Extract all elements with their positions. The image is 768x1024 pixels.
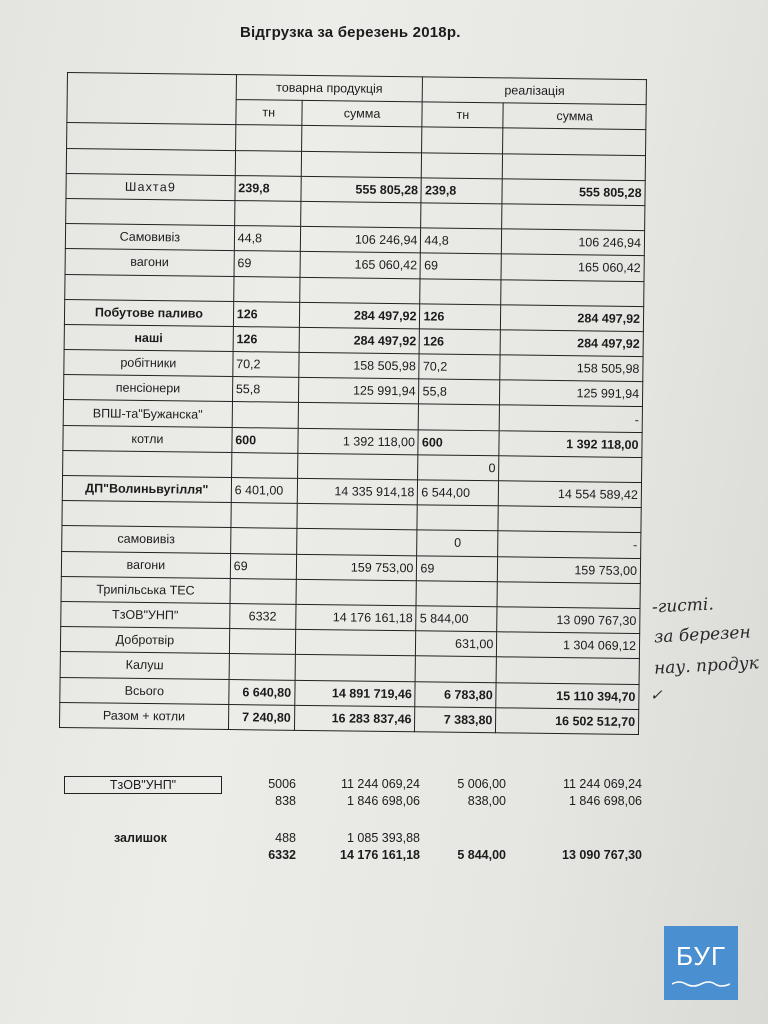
row-tn2 bbox=[419, 404, 500, 430]
row-tn1 bbox=[235, 125, 301, 151]
row-sum1: 14 176 161,18 bbox=[295, 604, 416, 631]
summary-line-1 bbox=[60, 777, 660, 795]
row-tn2: 0 bbox=[418, 455, 499, 481]
summary-tn1: 6332 bbox=[268, 848, 296, 862]
row-sum2: - bbox=[498, 531, 641, 558]
row-name: робітники bbox=[64, 350, 233, 377]
summary-company-box: ТзОВ"УНП" bbox=[64, 776, 222, 794]
row-tn2: 6 783,80 bbox=[415, 681, 496, 707]
row-tn1 bbox=[231, 452, 297, 478]
row-sum2: 106 246,94 bbox=[502, 229, 645, 256]
row-sum1: 284 497,92 bbox=[299, 327, 420, 354]
row-tn1: 126 bbox=[233, 326, 299, 352]
row-sum2: 1 304 069,12 bbox=[497, 632, 640, 659]
row-sum1: 106 246,94 bbox=[300, 226, 421, 253]
row-sum2: 555 805,28 bbox=[502, 179, 645, 206]
row-name: пенсіонери bbox=[63, 375, 232, 402]
row-tn2: 6 544,00 bbox=[418, 480, 499, 506]
handwritten-note-line2: за березен bbox=[653, 622, 752, 648]
row-tn1: 6332 bbox=[229, 603, 295, 629]
row-tn1 bbox=[231, 503, 297, 529]
row-tn1: 600 bbox=[232, 427, 298, 453]
row-sum2: 284 497,92 bbox=[501, 305, 644, 332]
row-sum2: 125 991,94 bbox=[500, 380, 643, 407]
row-name: Побутове паливо bbox=[64, 299, 233, 326]
row-tn1: 6 401,00 bbox=[231, 478, 297, 504]
row-sum1: 125 991,94 bbox=[298, 378, 419, 405]
row-sum2 bbox=[503, 153, 646, 180]
summary-sum1: 1 085 393,88 bbox=[347, 831, 420, 845]
row-tn2: 0 bbox=[417, 530, 498, 556]
row-tn1 bbox=[234, 200, 300, 226]
summary-sum2: 13 090 767,30 bbox=[562, 848, 642, 862]
row-name: Всього bbox=[60, 677, 229, 704]
row-sum1: 555 805,28 bbox=[301, 176, 422, 203]
row-sum2 bbox=[503, 128, 646, 155]
summary-tn1: 5006 bbox=[268, 777, 296, 791]
row-sum1: 165 060,42 bbox=[300, 252, 421, 279]
row-tn1: 6 640,80 bbox=[229, 679, 295, 705]
row-name: ДП"Волиньвугілля" bbox=[62, 475, 231, 502]
row-name: вагони bbox=[61, 551, 230, 578]
row-sum2: 14 554 589,42 bbox=[499, 481, 642, 508]
row-sum2: 165 060,42 bbox=[501, 254, 644, 281]
row-name: Самовивіз bbox=[65, 224, 234, 251]
row-tn2: 5 844,00 bbox=[416, 606, 497, 632]
row-tn1 bbox=[235, 150, 301, 176]
header-sum-2: сумма bbox=[503, 103, 646, 130]
row-name: наші bbox=[64, 324, 233, 351]
row-tn2: 126 bbox=[420, 329, 501, 355]
row-sum1 bbox=[301, 126, 422, 153]
row-tn2: 55,8 bbox=[419, 379, 500, 405]
row-tn2 bbox=[421, 203, 502, 229]
wave-icon bbox=[672, 980, 730, 988]
page-title: Відгрузка за березень 2018р. bbox=[240, 24, 461, 41]
row-tn1: 69 bbox=[234, 251, 300, 277]
row-tn2: 631,00 bbox=[416, 631, 497, 657]
summary-tn2: 838,00 bbox=[467, 794, 506, 808]
row-tn2 bbox=[416, 581, 497, 607]
header-row-groups bbox=[67, 73, 646, 105]
row-name: котли bbox=[63, 425, 232, 452]
row-name bbox=[65, 274, 234, 301]
header-commodity-output: товарна продукція bbox=[236, 75, 423, 102]
summary-sum2: 1 846 698,06 bbox=[569, 794, 642, 808]
row-sum1: 14 891 719,46 bbox=[294, 680, 415, 707]
row-sum2: - bbox=[499, 405, 642, 432]
summary-total-line bbox=[60, 848, 660, 866]
row-sum2: 284 497,92 bbox=[500, 330, 643, 357]
row-name bbox=[67, 123, 236, 150]
row-sum1: 1 392 118,00 bbox=[298, 428, 419, 455]
row-tn1: 7 240,80 bbox=[228, 704, 294, 730]
row-sum2: 159 753,00 bbox=[498, 556, 641, 583]
row-tn2: 239,8 bbox=[421, 178, 502, 204]
summary-sum1: 14 176 161,18 bbox=[340, 848, 420, 862]
row-tn1: 126 bbox=[233, 301, 299, 327]
handwritten-note-line1: -гисті. bbox=[651, 594, 715, 618]
row-name: Трипільська ТЕС bbox=[61, 576, 230, 603]
row-sum2 bbox=[501, 279, 644, 306]
row-sum1 bbox=[295, 655, 416, 682]
bug-logo bbox=[664, 926, 738, 1000]
row-sum1 bbox=[300, 201, 421, 228]
row-name bbox=[66, 198, 235, 225]
header-tn-2: тн bbox=[422, 102, 503, 128]
row-sum1 bbox=[295, 629, 416, 656]
row-tn1 bbox=[229, 654, 295, 680]
shipment-table bbox=[59, 72, 647, 735]
row-tn2 bbox=[420, 278, 501, 304]
row-sum1 bbox=[299, 277, 420, 304]
row-tn1: 44,8 bbox=[234, 226, 300, 252]
row-name bbox=[66, 148, 235, 175]
row-tn1: 55,8 bbox=[232, 377, 298, 403]
row-name bbox=[62, 501, 231, 528]
row-name: Разом + котли bbox=[59, 702, 228, 729]
header-sum-1: сумма bbox=[302, 101, 423, 128]
row-tn2 bbox=[422, 127, 503, 153]
row-tn2: 69 bbox=[417, 555, 498, 581]
row-name: ВПШ-та"Бужанска" bbox=[63, 400, 232, 427]
row-tn2: 69 bbox=[420, 253, 501, 279]
row-name: вагони bbox=[65, 249, 234, 276]
logo-text: БУГ bbox=[675, 941, 727, 971]
row-sum1 bbox=[297, 504, 418, 531]
summary-remainder-line bbox=[60, 831, 660, 849]
summary-tn1: 488 bbox=[275, 831, 296, 845]
row-tn2: 44,8 bbox=[421, 228, 502, 254]
row-name: ТзОВ"УНП" bbox=[61, 601, 230, 628]
row-sum2 bbox=[499, 456, 642, 483]
row-tn2: 7 383,80 bbox=[415, 706, 496, 732]
row-tn1: 239,8 bbox=[235, 175, 301, 201]
row-tn2: 600 bbox=[418, 429, 499, 455]
row-tn1 bbox=[233, 276, 299, 302]
header-sales: реалізація bbox=[423, 77, 647, 105]
row-sum2: 13 090 767,30 bbox=[497, 607, 640, 634]
row-sum1 bbox=[296, 529, 417, 556]
header-blank bbox=[67, 73, 236, 125]
row-sum1: 158 505,98 bbox=[298, 352, 419, 379]
row-tn1: 70,2 bbox=[233, 352, 299, 378]
row-sum1: 159 753,00 bbox=[296, 554, 417, 581]
summary-line-2 bbox=[60, 794, 660, 812]
row-sum1 bbox=[298, 403, 419, 430]
handwritten-note-line3: нау. продук bbox=[653, 653, 760, 679]
remainder-label: залишок bbox=[114, 831, 167, 845]
summary-sum1: 1 846 698,06 bbox=[347, 794, 420, 808]
row-tn1 bbox=[230, 578, 296, 604]
row-tn2 bbox=[417, 505, 498, 531]
row-name: Калуш bbox=[60, 652, 229, 679]
row-sum2 bbox=[497, 582, 640, 609]
row-tn1 bbox=[232, 402, 298, 428]
row-sum2 bbox=[496, 657, 639, 684]
row-tn2: 126 bbox=[420, 304, 501, 330]
row-sum2: 16 502 512,70 bbox=[496, 707, 639, 734]
row-tn1 bbox=[229, 629, 295, 655]
row-tn1: 69 bbox=[230, 553, 296, 579]
row-sum2: 158 505,98 bbox=[500, 355, 643, 382]
row-sum1: 14 335 914,18 bbox=[297, 478, 418, 505]
row-sum2 bbox=[498, 506, 641, 533]
row-sum2 bbox=[502, 204, 645, 231]
row-name: Добротвір bbox=[60, 627, 229, 654]
row-sum1: 284 497,92 bbox=[299, 302, 420, 329]
row-tn1 bbox=[230, 528, 296, 554]
handwritten-checkmark: ✓ bbox=[650, 686, 663, 704]
row-name bbox=[63, 450, 232, 477]
row-sum2: 1 392 118,00 bbox=[499, 430, 642, 457]
row-tn2: 70,2 bbox=[419, 354, 500, 380]
row-sum2: 15 110 394,70 bbox=[496, 682, 639, 709]
summary-sum2: 11 244 069,24 bbox=[562, 777, 642, 791]
row-name: Шахта9 bbox=[66, 173, 235, 200]
row-name: самовивіз bbox=[62, 526, 231, 553]
row-sum1 bbox=[296, 579, 417, 606]
summary-tn2: 5 844,00 bbox=[457, 848, 506, 862]
row-sum1 bbox=[297, 453, 418, 480]
summary-tn1: 838 bbox=[275, 794, 296, 808]
summary-sum1: 11 244 069,24 bbox=[340, 777, 420, 791]
row-sum1: 16 283 837,46 bbox=[294, 705, 415, 732]
row-tn2 bbox=[416, 656, 497, 682]
header-tn-1: тн bbox=[236, 100, 302, 126]
summary-tn2: 5 006,00 bbox=[457, 777, 506, 791]
row-sum1 bbox=[301, 151, 422, 178]
row-tn2 bbox=[422, 152, 503, 178]
